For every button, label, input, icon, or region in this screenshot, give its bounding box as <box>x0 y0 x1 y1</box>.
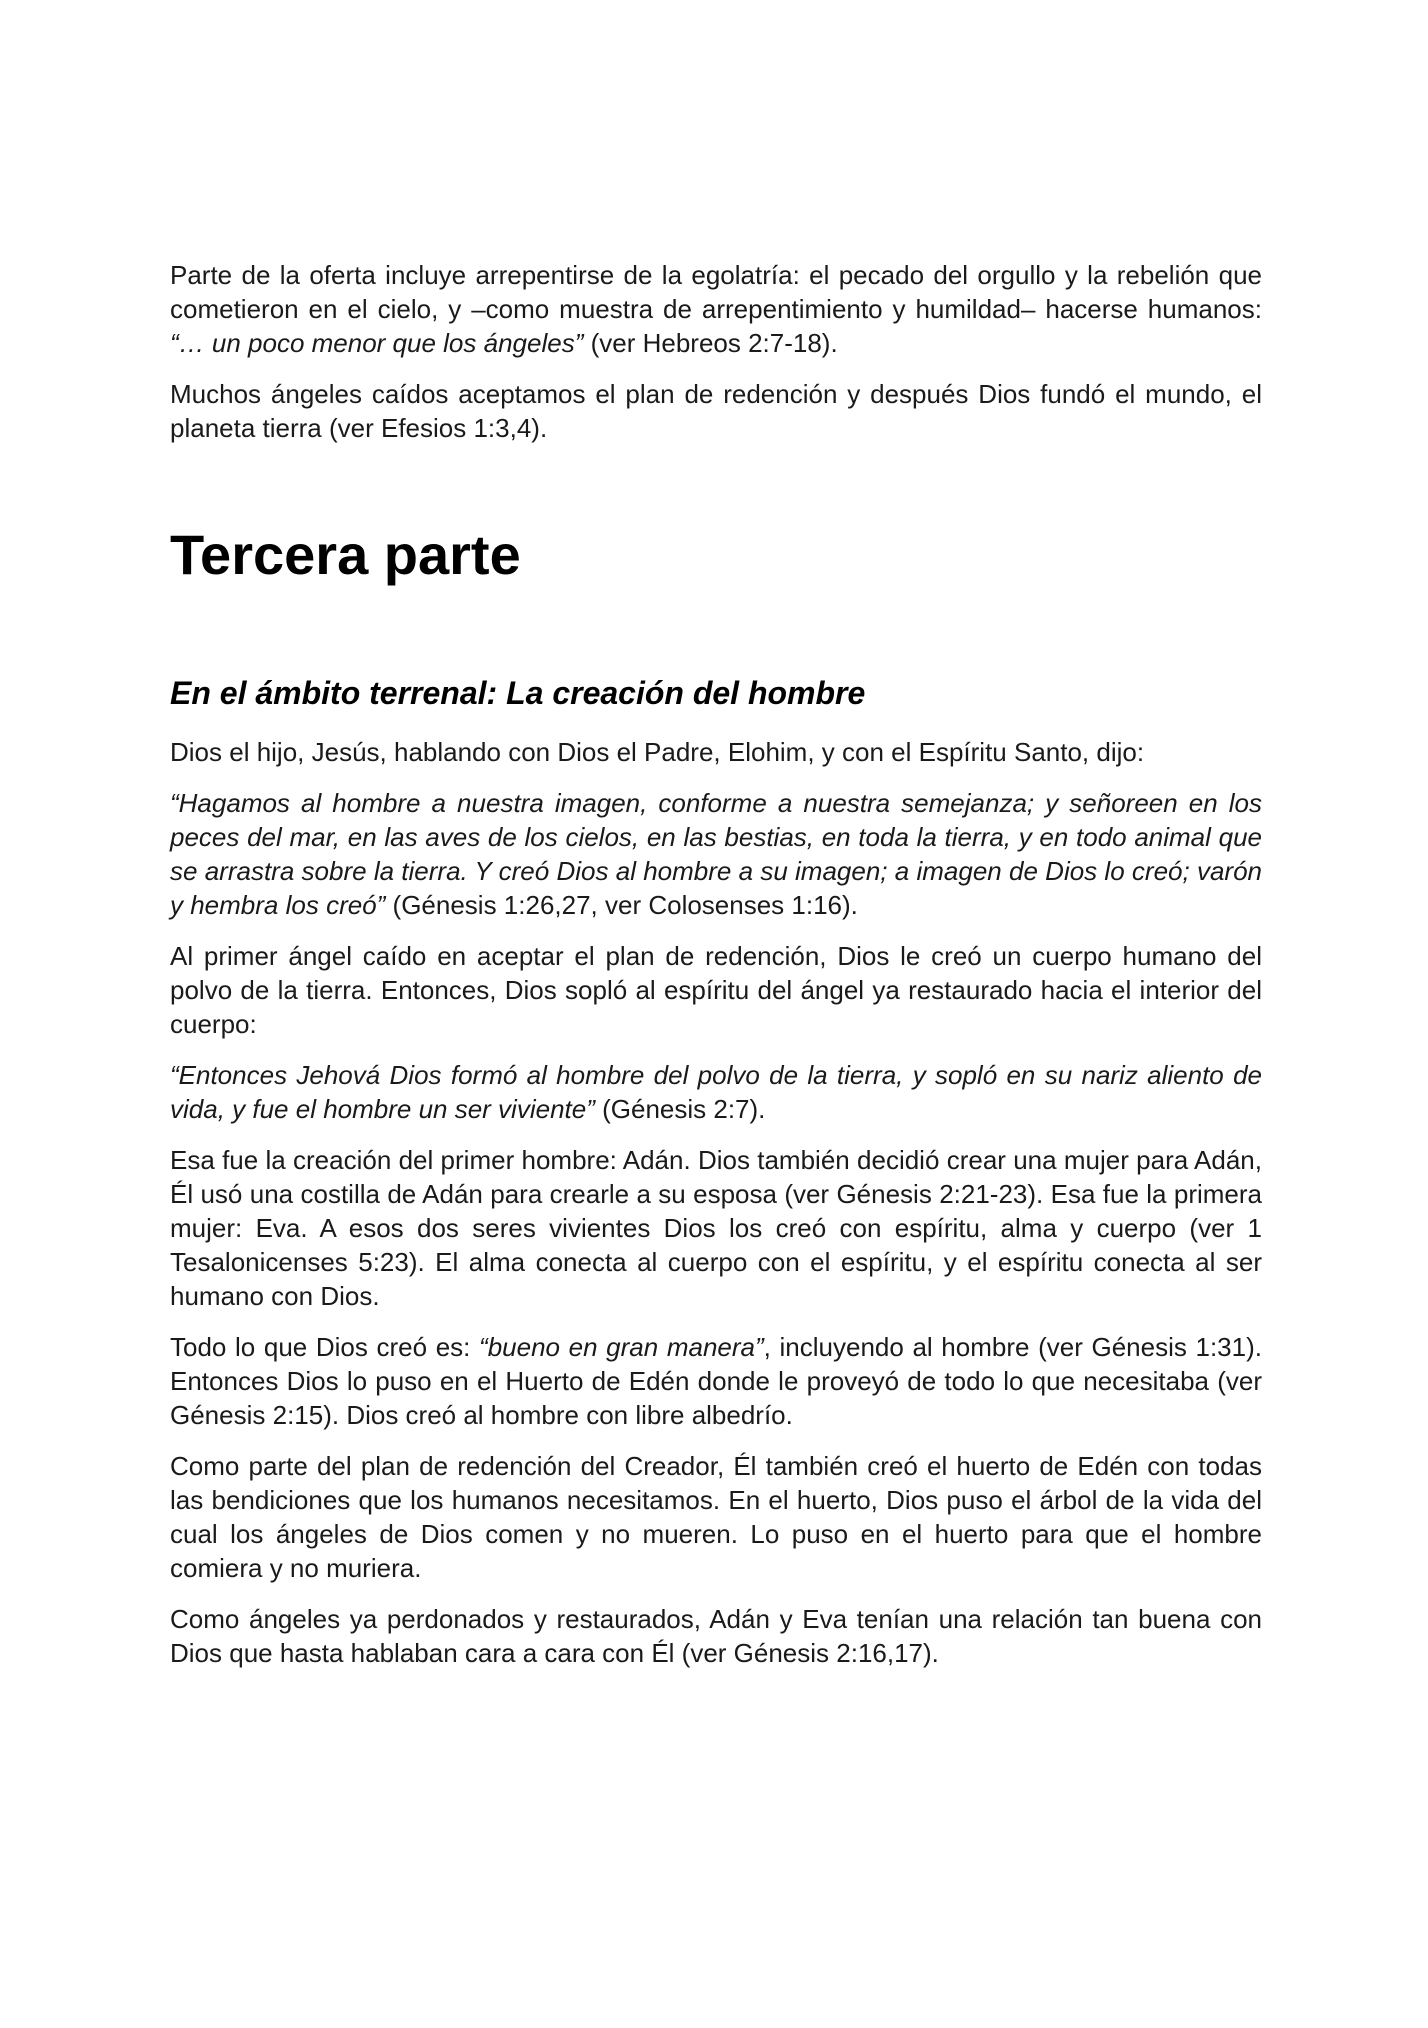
paragraph-good-creation-end: , incluyendo al hombre (ver Génesis 1:31). Entonces Dios lo puso en el Huerto de Edén donde le proveyó de todo lo que necesitaba (ver Génesis 2:15). Dios creó al hombre con libre albedrío. <box>170 1332 1262 1430</box>
citation-genesis-1: (Génesis 1:26,27, ver Colosenses 1:16). <box>385 890 858 920</box>
paragraph-first-angel: Al primer ángel caído en aceptar el plan de redención, Dios le creó un cuerpo humano del polvo de la tierra. Entonces, Dios sopló al espíritu del ángel ya restaurado hacia el interior del cuerpo: <box>170 941 1262 1039</box>
paragraph-good-creation-start: Todo lo que Dios creó es: <box>170 1332 480 1362</box>
paragraph-genesis-quote <box>170 786 1262 922</box>
quote-hebrews: “… un poco menor que los ángeles” <box>170 328 584 358</box>
quote-genesis-2: “Entonces Jehová Dios formó al hombre del polvo de la tierra, y sopló en su nariz aliento de vida, y fue el hombre un ser viviente” <box>170 1060 1262 1124</box>
paragraph-jehova-quote <box>170 1058 1262 1126</box>
section-heading: Tercera parte <box>170 523 521 586</box>
paragraph-offer-text: Parte de la oferta incluye arrepentirse de la egolatría: el pecado del orgullo y la rebelión que cometieron en el cielo, y –como muestra de arrepentimiento y humildad– hacerse humanos: <box>170 260 1262 324</box>
paragraph-relationship: Como ángeles ya perdonados y restaurados, Adán y Eva tenían una relación tan buena con Dios que hasta hablaban cara a cara con Él (ver Génesis 2:16,17). <box>170 1604 1262 1668</box>
quote-good: “bueno en gran manera” <box>479 1332 764 1362</box>
quote-genesis-1: “Hagamos al hombre a nuestra imagen, conforme a nuestra semejanza; y señoreen en los peces del mar, en las aves de los cielos, en las bestias, en toda la tierra, y en todo animal que se arrastra sobre la tierra. Y creó Dios al hombre a su imagen; a imagen de Dios lo creó; varón y hembra los creó” <box>170 788 1262 920</box>
section-subheading: En el ámbito terrenal: La creación del hombre <box>170 675 866 711</box>
paragraph-eden: Como parte del plan de redención del Creador, Él también creó el huerto de Edén con todas las bendiciones que los humanos necesitamos. En el huerto, Dios puso el árbol de la vida del cual los ángeles de Dios comen y no mueren. Lo puso en el huerto para que el hombre comiera y no muriera. <box>170 1451 1262 1583</box>
paragraph-offer <box>170 258 1262 360</box>
citation-hebrews: (ver Hebreos 2:7-18). <box>583 328 838 358</box>
paragraph-jesus-speaking: Dios el hijo, Jesús, hablando con Dios el Padre, Elohim, y con el Espíritu Santo, dijo: <box>170 737 1145 767</box>
paragraph-good-creation <box>170 1330 1262 1432</box>
paragraph-fallen-angels: Muchos ángeles caídos aceptamos el plan de redención y después Dios fundó el mundo, el planeta tierra (ver Efesios 1:3,4). <box>170 379 1262 443</box>
paragraph-adan-eva: Esa fue la creación del primer hombre: Adán. Dios también decidió crear una mujer para Adán, Él usó una costilla de Adán para crearle a su esposa (ver Génesis 2:21-23). Esa fue la primera mujer: Eva. A esos dos seres vivientes Dios los creó con espíritu, alma y cuerpo (ver 1 Tesalonicenses 5:23). El alma conecta al cuerpo con el espíritu, y el espíritu conecta al ser humano con Dios. <box>170 1145 1262 1311</box>
document-page <box>170 258 1262 1687</box>
citation-genesis-2: (Génesis 2:7). <box>594 1094 766 1124</box>
